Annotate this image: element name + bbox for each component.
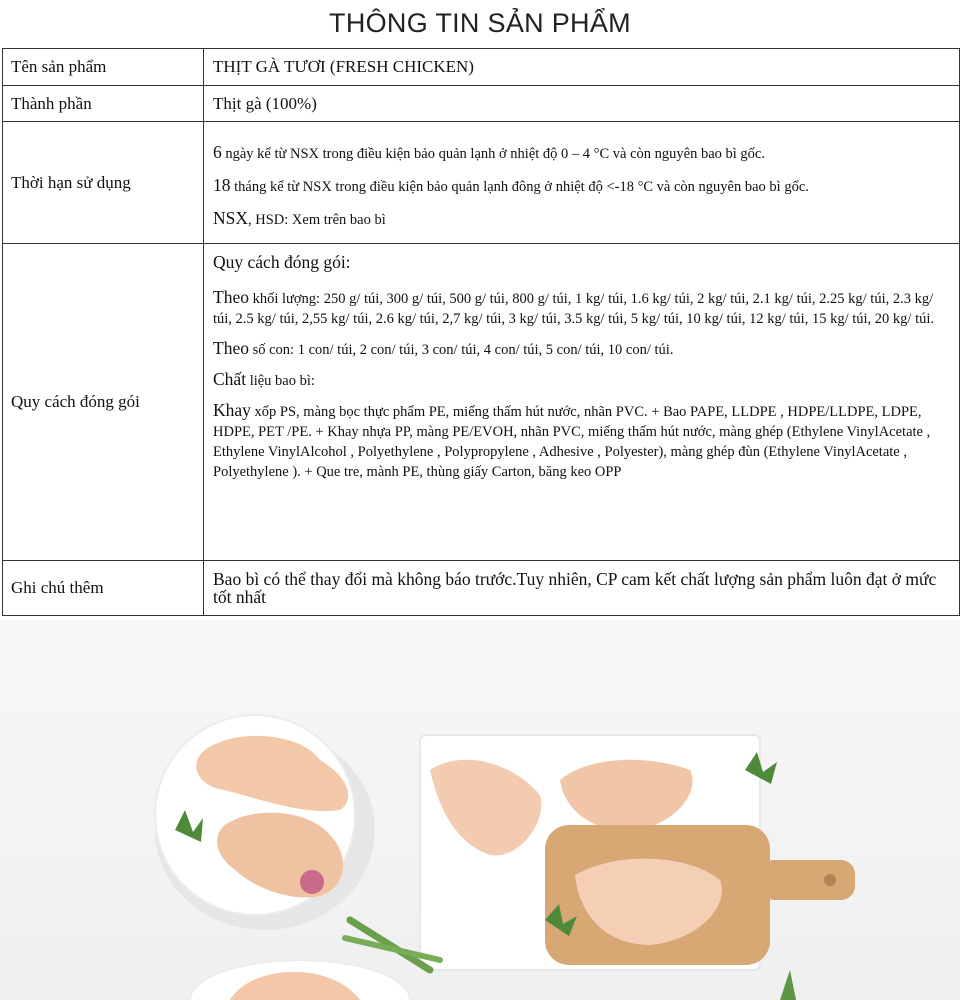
page-title: THÔNG TIN SẢN PHẨM: [329, 8, 631, 38]
shelf-life-frozen: 18 tháng kể từ NSX trong điều kiện bảo quản lạnh đông ở nhiệt độ <-18 °C và còn nguyên bao bì gốc.: [213, 175, 809, 195]
packing-material-heading: Chất liệu bao bì:: [213, 369, 315, 389]
row-label: Thời hạn sử dụng: [3, 122, 204, 244]
ingredients-value: Thịt gà (100%): [204, 86, 960, 122]
packing-materials: Khay xốp PS, màng bọc thực phẩm PE, miếng thấm hút nước, nhãn PVC. + Bao PAPE, LLDPE , HDPE/LLDPE, LDPE, HDPE, PET /PE. + Khay nhựa PP, màng PE/EVOH, nhãn PVC, miếng thấm hút nước, màng ghép (Ethylene VinylAcetate , Ethylene VinylAlcohol , Polyethylene , Polypropylene , Adhesive , Polyester), màng ghép đùn (Ethylene VinylAcetate , Polyethylene ). + Que tre, mành PE, thùng giấy Carton, băng keo OPP: [213, 400, 931, 480]
table-row-name: [3, 49, 960, 86]
chicken-photo-icon: [0, 620, 960, 1000]
table-row-shelf-life: [3, 122, 960, 244]
notes-value: Bao bì có thể thay đổi mà không báo trước.Tuy nhiên, CP cam kết chất lượng sản phẩm luôn đạt ở mức tốt nhất: [204, 561, 960, 616]
product-name: THỊT GÀ TƯƠI (FRESH CHICKEN): [204, 49, 960, 86]
shelf-life-dates: NSX, HSD: Xem trên bao bì: [213, 208, 386, 228]
shelf-life-chilled: 6 ngày kể từ NSX trong điều kiện bảo quản lạnh ở nhiệt độ 0 – 4 °C và còn nguyên bao bì gốc.: [213, 142, 765, 162]
product-info-table: [2, 48, 960, 616]
row-label: Ghi chú thêm: [3, 561, 204, 616]
row-label: Thành phần: [3, 86, 204, 122]
packing-heading: Quy cách đóng gói:: [213, 252, 351, 272]
table-row-notes: [3, 561, 960, 616]
row-label: Tên sản phẩm: [3, 49, 204, 86]
table-row-packing: [3, 244, 960, 561]
packing-value: [204, 244, 960, 561]
table-row-ingredients: [3, 86, 960, 122]
shelf-life-value: [204, 122, 960, 244]
packing-by-count: Theo số con: 1 con/ túi, 2 con/ túi, 3 con/ túi, 4 con/ túi, 5 con/ túi, 10 con/ túi.: [213, 338, 674, 358]
row-label: Quy cách đóng gói: [3, 244, 204, 561]
chicken-photo: [0, 620, 960, 1000]
packing-by-weight: Theo khối lượng: 250 g/ túi, 300 g/ túi, 500 g/ túi, 800 g/ túi, 1 kg/ túi, 1.6 kg/ túi, 2 kg/ túi, 2.1 kg/ túi, 2.25 kg/ túi, 2.3 kg/ túi, 2.5 kg/ túi, 2,55 kg/ túi, 2.6 kg/ túi, 2,7 kg/ túi, 3 kg/ túi, 3.5 kg/ túi, 5 kg/ túi, 10 kg/ túi, 12 kg/ túi, 15 kg/ túi, 20 kg/ túi.: [213, 287, 934, 327]
